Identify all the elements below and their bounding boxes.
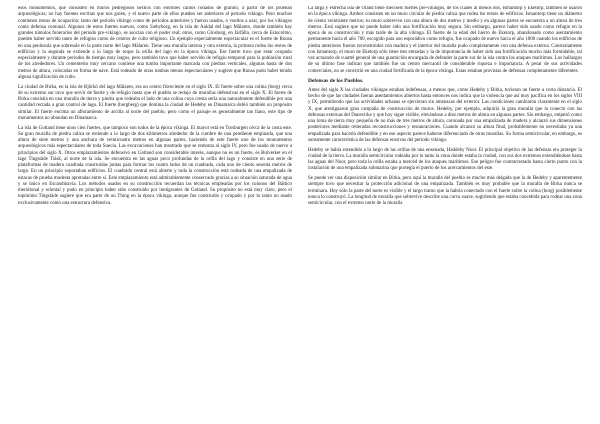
left-paragraph-1: esos monumentos, que consisten en muros pedregosos hechos con enormes cantos rodados de granito, a partir de los prueban arqueológicas; no hay fuentes escritas que nos guíen, y el nuevo parte de ellos pueden ser anteriores al periodo vikingo. Pero muchos contienen restos de ocupación; tanto del periodo vikingo como de periodos anteriores y fueron usados, o vueltos a usar, por los vikingos como defensa comunal. Algunos de estos fuertes nuevos, como Sæbyborg, en la isla de Aaldal del lago Mälaren, donde también hay grandes túmulos funerarios del periodo pre-vikingo, se asocian con el poder real; otros, como Glosborg, en Järfälla, cerca de Estocolmo, pueden haber servido tanto de refugios como de centros de culto religioso. Un ejemplo especialmente espectacular es el fuerte de Runsa en una península que sobresale en la parte norte del lago Mälaren. Tiene una muralla interna y otra externa, la primera rodea los restos de edificios y la segunda se extiende a lo largo de toque la orilla del lago en la época vikinga. Ese fuerte tuvo que estar ocupado especialmente y durante periodos de tiempo muy largos, pero también tuvo que haber servido de refugio temporal para la población rural de los alrededores. Un cementerio muy cercano contiene una tumba importante marcada con piedras verticales, algunas hasta de dos metros de altura, colocadas en forma de nave. Está rodeado de otras tumbas menos espectaculares y sugiere que Runsa pudo haber tenido alguna significación de culto. [18, 6, 292, 80]
left-paragraph-3: La isla de Gotland tiene unos cien fuertes, que tampoco son todos de la época vikinga. El mayor está en Torsburgen cerca de la costa este. Su gran muralla de piedra caliza se extiende a lo largo de dos kilómetros alrededor de la cumbre de una pendiente empinada, que una altura de siete metros y una anchura de veinticuatro metros en algunas partes, haciendo de este fuerte uno de los monumentos arqueológicos más espectaculares de toda Suecia. Las excavaciones han mostrado que se remonta al siglo IV, pero fue usado de nuevo a principios del siglo X. Otros emplazamientos defensivo en Gotland son considerable interés, aunque no es un fuerte, es Bulverket en el lago Tingstäde Träsk, al norte de la isla. Se encuentra en las aguas poco profundas de la orilla del lago y consiste en una serie de plataformas de madera cuadrada construidas juntas para formar los cuatro lados de un cuadrado, cada uno de ciento sesenta metros de largo. En un principio soportaban edificios. El cuadrado central está abierto y toda la construcción está rodeada de una empalizada de estacas de prueba modesta apretadas entre sí. Este emplazamiento está admirablemente conservado gracias a su situación saturada de agua y se único en Escandinavia. Los métodos usados en su construcción recuerdan las técnicas empleadas por los colonos del Báltico meridional y oriental y pudo en principio haber sido construido por inmigrantes de Gotland. Su propósito no está muy claro, pero el topónimo Tingstäde sugiere que era parte de un Thing en la época vikinga, aunque fue construido y ocupado y por lo tanto no usado exclusivamente como una estructura defensiva. [18, 125, 292, 206]
left-paragraph-2: La ciudad de Birka, en la isla de Björkö del lago Mälaren, era un centro floreciente en el siglo IX. El fuerte sobre una colina (borg) cerca de su extremo sur tuvo que servir de fuerte y de refugio hasta que el pueblo se redujo de murallas defensivas en el siglo X. El fuerte de Birka consistía en una muralla de tierra y piedra que rodeaba el lado de una colina cuya cresta sería una naturalmente defendible por una cantidad rectada a gran control de lago. El fuerte (borgberg) que domina la ciudad de Hedeby en Dinamarca debió también un propósito similar. El fuerte encima un afloramiento de arcilla al norte del pueblo, pero como el paisaje es generalmente tan llano, este tipo de monumentos no abundan en Dinamarca. [18, 84, 292, 121]
right-paragraph-1: La larga y estrecha isla de Öland tiene dieciséis fuertes pre-vikingos, de los cuales al menos dos, Ismantorp y Eketorp, también se usaron en la época vikinga. Ambos consisten en un muro circular de piedra caliza que rodea los restos de edificios. Ismantorp tiene un diámetro de ciento veintisiete metros; su muro sobrevive con una altura de dos metros y medio y en algunas partes se encuentra a un altura de tres metros. Está sugiere que no puede haber sido una fortificación muy segura. Sin embargo, parece haber sido usado como refugio en la época de su construcción y más tarde de la alta vikinga. El fuerte de la edad del hierro de Eketorp, abandonado como asentamiento permanente hacia el año 700, escogido para uso esporádico como refugio, fue ocupado de nuevo hacia el año 1000 cuando los edificios de piedra anteriores fueron reconstruidos con madera y el interior del muralla pudo completamente con una defensa externa. Contrariamente con Ismantorp, el muro de Eketorp sólo tiene tres entradas y la de importancia de haber sido usa fortificación mucho más formidable, tal vez actuando de cuartel general de una guarnición encargada de defender la parte sur de la isla contra los ataques marítimos. Los hallazgos de su último fase indican que también fue un centro mercantil de considerable riqueza e importancia. A pesar de sus actividades comerciales, no se convirtió en una ciudad fortificada de la época vikinga. Estas estaban provistas de defensas completamente diferentes. [308, 6, 582, 74]
right-paragraph-4: Se puede ver una disposición similar en Birka, pero aquí la muralla del pueblo es mucho más delgada que la de Hedeby y aparentemente siempre tuvo que necesitar la protección adicional de una empalizada. También es muy probable que la muralla de Birka nunca se terminara. Hoy sólo la parte del norte es visible y el largo tramo que la habría conectado con el fuerte sobre la colina (borg) posiblemente nunca lo construyó. La longitud de muralla que sobrevive describe una curva suave, sugiriendo que estaba concebida para rodear una zona semicircular, con el extremo norte de la muralla [308, 176, 582, 206]
section-heading: Defensas de los Pueblos. [308, 78, 364, 85]
left-text-column [18, 6, 292, 420]
right-paragraph-3: Hedeby se había extendido a lo largo de las orillas de una ensenada, Haddeby Noor. El principal objetivo de las defensas era proteger la ciudad de la tierra. La muralla semicircular rodeaba por lo tanto la zona donde estaba la ciudad, con sus dos extremos extendiéndose hasta las aguas del Noor, pero toda la orilla estaba a merced de los ataques marítimos. Ese peligro fue contrarrestado hasta cierto punto con la instalación de una empalizada submarina que protegía el puerto de los acercamientos del este. [308, 147, 582, 172]
right-text-column [308, 6, 582, 420]
right-paragraph-2: Antes del siglo X las ciudades vikingas estaban indefensas, a menos que, como Hedeby y Birka, tuvieran un fuerte a corta distancia. El hecho de que las ciudades fueran asentamientos abiertos hasta entonces nos indica que la violencia que así muy pacífica en los siglos VIII y IX, permitiendo que las actividades urbanas se ejercieran sin amenazas del exterior. Las condiciones cambiaron claramente en el siglo X, que atestiguaron gran campaña de construcción de muros. Hedeby, por ejemplo, adquirió la gran muralla que la conectó con las defensas externas del Danevirke y que hoy sigue visible, elevándose a diez metros de altura en algunas partes. Sin embargo, empezó como una loma de tierra muy pequeña de no más de tres metros de altura, coronada por una empalizada de madera y alcanzó sus dimensiones posteriores mediante reiteradas reconstrucciones y restauraciones. Cuando alcanzó su altura final, probablemente no necesitaba ya una empalizada para hacerla defendible y en ese aspecto parece haberse diferenciado de otras murallas. Su forma semicircular, en embargo, es sumamente característica de las defensas erosivas del periodo vikingo. [308, 87, 582, 143]
